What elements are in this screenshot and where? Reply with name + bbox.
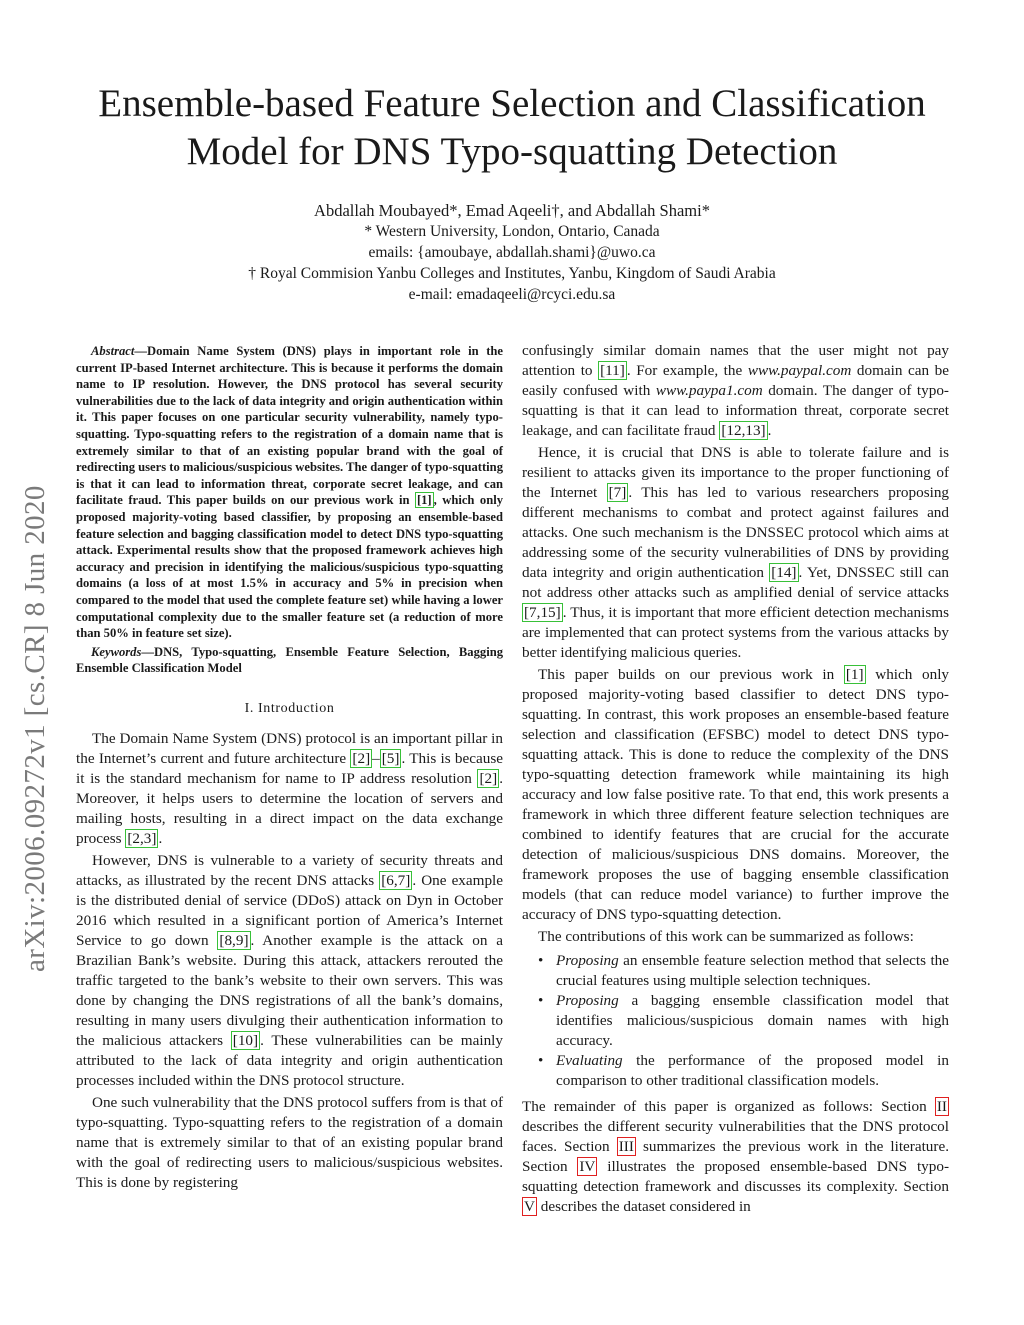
text: . One example is the distributed denial of service (DDoS) attack on Dyn in October 2016 which resulted in a significant portion of America’s Internet Service to go down xyxy=(76,871,504,949)
text: The Domain Name System (DNS) protocol is an important pillar in the Internet’s current and future architecture xyxy=(76,729,503,767)
list-item xyxy=(522,991,949,1051)
abstract xyxy=(76,343,503,642)
intro-paragraph-1 xyxy=(76,729,503,849)
author-block xyxy=(100,200,924,305)
intro-paragraph-3: One such vulnerability that the DNS protocol suffers from is that of typo-squatting. Typo-squatting refers to the registration of a domain name that is extremely similar to that of an existing popular brand with the goal of redirecting users to malicious/suspicious websites. This is done by registering xyxy=(76,1093,503,1191)
abstract-text-1: —Domain Name System (DNS) plays in important role in the current IP-based Internet architecture. This is because it performs the domain name to IP resolution. However, the DNS protocol has several security vulnerabilities due to the lack of data integrity and origin authentication within it. This paper focuses on one particular security vulnerability, namely typo-squatting. Typo-squatting refers to the registration of a domain name that is extremely similar to that of an existing popular brand with the goal of redirecting users to malicious/suspicious websites. The danger of typo-squatting is that it can lead to information threat, corporate secret leakage, and can facilitate fraud. This paper builds on our previous work in xyxy=(76,344,503,508)
right-paragraph-1 xyxy=(522,341,949,441)
right-paragraph-2 xyxy=(522,443,949,663)
emails-1: emails: {amoubaye, abdallah.shami}@uwo.ca xyxy=(368,244,656,261)
citation-link[interactable]: [12,13] xyxy=(721,422,766,439)
author-names: Abdallah Moubayed*, Emad Aqeeli†, and Abdallah Shami* xyxy=(314,201,710,220)
text: Hence, it is crucial that DNS is able to tolerate failure and is resilient to attacks given its importance to the proper functioning of the Internet xyxy=(522,444,949,501)
citation-link[interactable]: [7,15] xyxy=(524,604,561,621)
text: which only proposed majority-voting based classifier to detect DNS typo-squatting. In contrast, this work proposes an ensemble-based feature selection and classification (EFSBC) model to detect DNS typo-squatting attack. This is done to reduce the complexity of the DNS typo-squatting detection framework while maintaining its high accuracy and low false positive rate. To that end, this work presents a framework in which three different feature selection techniques are combined to identify features that are crucial for the accurate detection of malicious/suspicious DNS domains. Moreover, the framework proposes the use of bagging ensemble classification models (that can reduce model variance) to further improve the accuracy of DNS typo-squatting detection. xyxy=(522,666,950,923)
text: illustrates the proposed ensemble-based DNS typo-squatting detection framework and discusses its complexity. Section xyxy=(522,1158,949,1195)
paper-title xyxy=(60,80,964,176)
text: This paper builds on our previous work in xyxy=(538,666,844,683)
text: describes the dataset considered in xyxy=(536,1198,751,1215)
title-line-1: Ensemble-based Feature Selection and Classification xyxy=(98,82,926,125)
text: describes the different security vulnerabilities that the DNS protocol faces. Section xyxy=(522,1118,949,1155)
affiliation-1: * Western University, London, Ontario, Canada xyxy=(364,223,660,240)
list-item xyxy=(522,1051,949,1091)
citation-link[interactable]: [1] xyxy=(416,493,432,508)
text: summarizes the previous work in the literature. Section xyxy=(522,1138,949,1175)
text: an ensemble feature selection method that selects the crucial features using multiple selection techniques. xyxy=(556,952,949,989)
text: . Moreover, it helps users to determine the location of servers and mailing hosts, resulting in a direct impact on the data exchange process xyxy=(76,769,503,847)
arxiv-identifier: arXiv:2006.09272v1 [cs.CR] 8 Jun 2020 xyxy=(19,485,51,972)
citation-link[interactable]: [7] xyxy=(608,484,627,501)
contributions-intro: The contributions of this work can be summarized as follows: xyxy=(538,928,914,945)
text: . xyxy=(158,829,163,847)
citation-link[interactable]: [11] xyxy=(600,362,625,379)
citation-link[interactable]: [5] xyxy=(381,749,400,767)
citation-link[interactable]: [1] xyxy=(845,666,864,683)
title-line-2: Model for DNS Typo-squatting Detection xyxy=(186,130,838,173)
text: Proposing xyxy=(556,992,619,1009)
bullet-icon: • xyxy=(538,952,544,969)
text: domain. The danger of typo-squatting is that it can lead to information threat, corporate secret leakage, and can facilitate fraud xyxy=(522,382,949,439)
citation-link[interactable]: [2,3] xyxy=(127,829,157,847)
text: – xyxy=(372,749,380,767)
abstract-text-2: , which only proposed majority-voting based classifier, by proposing an ensemble-based feature selection and bagging classification model to detect DNS typo-squatting attack. Experimental results show that the proposed framework achieves high accuracy and precision in identifying the malicious/suspicious typo-squatting domains (a loss of at most 1.5% in accuracy and 5% in precision when compared to the model that used the complete feature set) while having a lower computational complexity due to the smaller feature set (a reduction of more than 50% in feature set size). xyxy=(76,493,503,641)
citation-link[interactable]: [2] xyxy=(352,749,371,767)
text: . Another example is the attack on a Brazilian Bank’s website. During this attack, attackers rerouted the traffic targeted to the bank’s website to their own servers. This was done by changing the DNS registrations of all the bank’s domains, resulting in many users divulging their authentication information to the malicious attackers xyxy=(76,931,503,1049)
text: However, DNS is vulnerable to a variety of security threats and attacks, as illustrated by the recent DNS attacks xyxy=(76,851,503,889)
keywords xyxy=(76,644,503,677)
citation-link[interactable]: [2] xyxy=(479,769,498,787)
text: a bagging ensemble classification model that identifies malicious/suspicious domain names with high accuracy. xyxy=(556,992,949,1049)
text: the performance of the proposed model in comparison to other traditional classification models. xyxy=(556,1052,949,1089)
intro-paragraph-2 xyxy=(76,851,503,1091)
text: Evaluating xyxy=(556,1052,623,1069)
list-item xyxy=(522,951,949,991)
keywords-label: Keywords xyxy=(91,644,142,659)
section-link[interactable]: V xyxy=(524,1198,535,1215)
section-link[interactable]: III xyxy=(618,1138,634,1155)
email-2: e-mail: emadaqeeli@rcyci.edu.sa xyxy=(408,286,616,303)
text: . This has led to various researchers proposing different mechanisms to combat and protect against failures and attacks. One such mechanism is the DNSSEC protocol which aims at addressing some of the security vulnerabilities of DNS by providing data integrity and origin authentication xyxy=(522,484,950,581)
bullet-icon: • xyxy=(538,992,544,1009)
text: . Yet, DNSSEC still can not address other attacks such as amplified denial of service attacks xyxy=(522,564,949,601)
text: . Thus, it is important that more efficient detection mechanisms are implemented that can protect systems from the various attacks by better identifying malicious queries. xyxy=(522,604,949,661)
citation-link[interactable]: [10] xyxy=(232,1031,259,1049)
text: domain can be easily confused with xyxy=(522,362,949,399)
text: . These vulnerabilities can be mainly attributed to the lack of data integrity and origin authentication processes included within the DNS protocol structure. xyxy=(76,1031,503,1089)
text: . This is because it is the standard mechanism for name to IP address resolution xyxy=(76,749,503,787)
citation-link[interactable]: [8,9] xyxy=(219,931,249,949)
right-column xyxy=(522,341,949,1219)
right-paragraph-4 xyxy=(522,1097,949,1217)
text: . For example, the xyxy=(626,362,748,379)
contributions-list xyxy=(522,951,949,1091)
section-link[interactable]: II xyxy=(936,1098,947,1115)
citation-link[interactable]: [14] xyxy=(771,564,797,581)
affiliation-2: † Royal Commision Yanbu Colleges and Institutes, Yanbu, Kingdom of Saudi Arabia xyxy=(248,265,776,282)
text: confusingly similar domain names that the user might not pay attention to xyxy=(522,342,949,379)
domain-example: www.paypal.com xyxy=(747,362,852,379)
citation-link[interactable]: [6,7] xyxy=(381,871,411,889)
section-heading-introduction: I. Introduction xyxy=(244,700,335,716)
keywords-text: —DNS, Typo-squatting, Ensemble Feature Selection, Bagging Ensemble Classification Model xyxy=(76,644,503,676)
right-paragraph-3 xyxy=(522,665,949,925)
text: Proposing xyxy=(556,952,619,969)
domain-example: www.paypa1.com xyxy=(655,382,763,399)
section-link[interactable]: IV xyxy=(579,1158,596,1175)
bullet-icon: • xyxy=(538,1052,544,1069)
abstract-label: Abstract xyxy=(91,344,135,358)
text: The remainder of this paper is organized as follows: Section xyxy=(522,1098,935,1115)
left-column xyxy=(76,343,503,1195)
text: . xyxy=(767,422,772,439)
